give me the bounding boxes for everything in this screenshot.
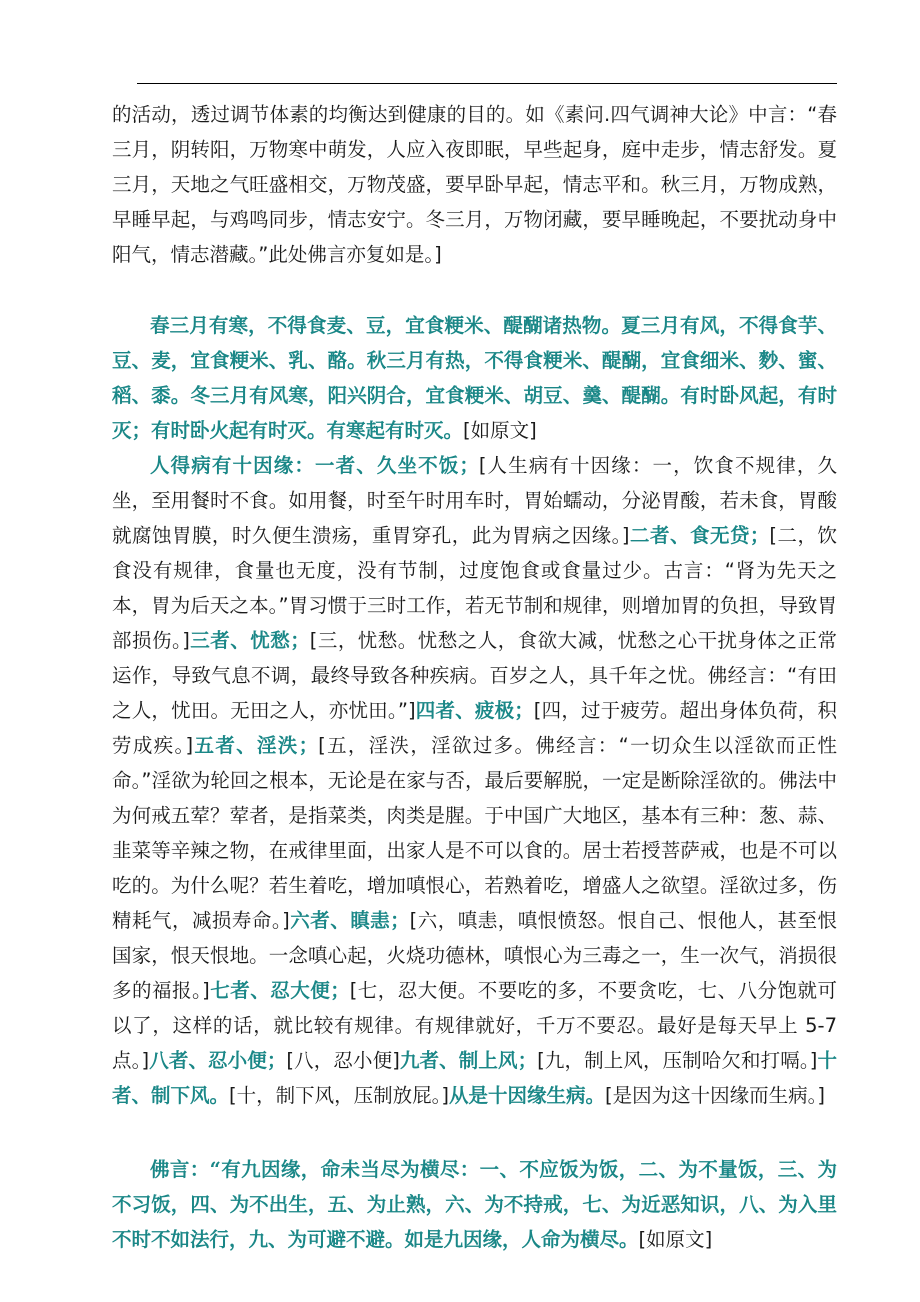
sutra-cause-9: 九者、制上风； [399, 1049, 538, 1072]
commentary-cause-5: [五，淫泆，淫欲过多。佛经言：“一切众生以淫欲而正性命。”淫欲为轮回之根本，无论是在家与否，最后要解脱，一定是断除淫欲的。佛法中为何戒五荤？荤者，是指菜类，肉类是腥。于中国广大地区，基本有三种：葱、蒜、韭菜等辛辣之物，在戒律里面，出家人是不可以食的。居士若授菩萨戒，也是不可以吃的。为什么呢？若生着吃，增加嗔恨心，若熟着吃，增盛人之欲望。淫欲过多，伤精耗气，减损寿命。] [112, 734, 837, 932]
sutra-cause-4: 四者、疲极； [415, 699, 534, 722]
paragraph-seasonal-diet [112, 308, 837, 448]
commentary-conclusion: [是因为这十因缘而生病。] [605, 1084, 825, 1107]
sutra-conclusion: 从是十因缘生病。 [448, 1084, 605, 1107]
paragraph-gap [112, 272, 837, 308]
sutra-text: 春三月有寒，不得食麦、豆，宜食粳米、醍醐诸热物。夏三月有风，不得食芋、豆、麦，宜食粳米、乳、酪。秋三月有热，不得食粳米、醍醐，宜食细米、麨、蜜、稻、黍。冬三月有风寒，阳兴阴合，宜食粳米、胡豆、羹、醍醐。有时卧风起，有时灭；有时卧火起有时灭。有寒起有时灭。 [112, 314, 837, 442]
sutra-cause-1: 人得病有十因缘：一者、久坐不饭； [150, 454, 479, 477]
sutra-cause-10: 十者、制下风。 [112, 1049, 837, 1107]
commentary-note: [如原文] [638, 1228, 713, 1251]
commentary-cause-7: [七，忍大便。不要吃的多，不要贪吃，七、八分饱就可以了，这样的话，就比较有规律。有规律就好，千万不要忍。最好是每天早上 5-7点。] [112, 979, 837, 1072]
body-text [112, 97, 837, 1257]
header-rule [137, 83, 837, 84]
sutra-cause-5: 五者、淫泆； [193, 734, 319, 757]
paragraph-nine-causes [112, 1152, 837, 1257]
commentary-note: [如原文] [463, 419, 537, 442]
commentary-cause-2: [二，饮食没有规律，食量也无度，没有节制，过度饱食或食量过少。古言：“肾为先天之本，胃为后天之本。”胃习惯于三时工作，若无节制和规律，则增加胃的负担，导致胃部损伤。] [112, 524, 837, 652]
paragraph-commentary-seasons: 的活动，透过调节体素的均衡达到健康的目的。如《素问.四气调神大论》中言：“春三月，阴转阳，万物寒中萌发，人应入夜即眠，早些起身，庭中走步，情志舒发。夏三月，天地之气旺盛相交，万物茂盛，要早卧早起，情志平和。秋三月，万物成熟，早睡早起，与鸡鸣同步，情志安宁。冬三月，万物闭藏，要早睡晚起，不要扰动身中阳气，情志潜藏。”此处佛言亦复如是。] [112, 103, 837, 266]
commentary-cause-10: [十，制下风，压制放屁。] [229, 1084, 449, 1107]
sutra-cause-2: 二者、食无贷； [629, 524, 770, 547]
sutra-cause-8: 八者、忍小便； [149, 1049, 287, 1072]
commentary-cause-9: [九，制上风，压制哈欠和打嗝。] [537, 1049, 818, 1072]
paragraph-gap [112, 1113, 837, 1152]
commentary-cause-4: [四，过于疲劳。超出身体负荷，积劳成疾。] [112, 699, 837, 757]
sutra-cause-7: 七者、忍大便； [209, 979, 350, 1002]
sutra-text: 佛言：“有九因缘，命未当尽为横尽：一、不应饭为饭，二、为不量饭，三、为不习饭，四、为不出生，五、为止熟，六、为不持戒，七、为近恶知识，八、为入里不时不如法行，九、为可避不避。如是九因缘，人命为横尽。 [112, 1158, 837, 1251]
sutra-cause-3: 三者、忧愁； [189, 629, 310, 652]
commentary-cause-6: [六，嗔恚，嗔恨愤怒。恨自己、恨他人，甚至恨国家，恨天恨地。一念嗔心起，火烧功德林，嗔恨心为三毒之一，生一次气，消损很多的福报。] [112, 909, 837, 1002]
commentary-cause-8: [八，忍小便] [286, 1049, 400, 1072]
commentary-cause-1: [人生病有十因缘：一，饮食不规律，久坐，至用餐时不食。如用餐，时至午时用车时，胃始蠕动，分泌胃酸，若未食，胃酸就腐蚀胃膜，时久便生溃疡，重胃穿孔，此为胃病之因缘。] [112, 454, 837, 547]
sutra-cause-6: 六者、瞋恚； [289, 909, 410, 932]
paragraph-ten-causes [112, 448, 837, 1113]
commentary-cause-3: [三，忧愁。忧愁之人，食欲大减，忧愁之心干扰身体之正常运作，导致气息不调，最终导致各种疾病。百岁之人，具千年之忧。佛经言：“有田之人，忧田。无田之人，亦忧田。”] [112, 629, 837, 722]
